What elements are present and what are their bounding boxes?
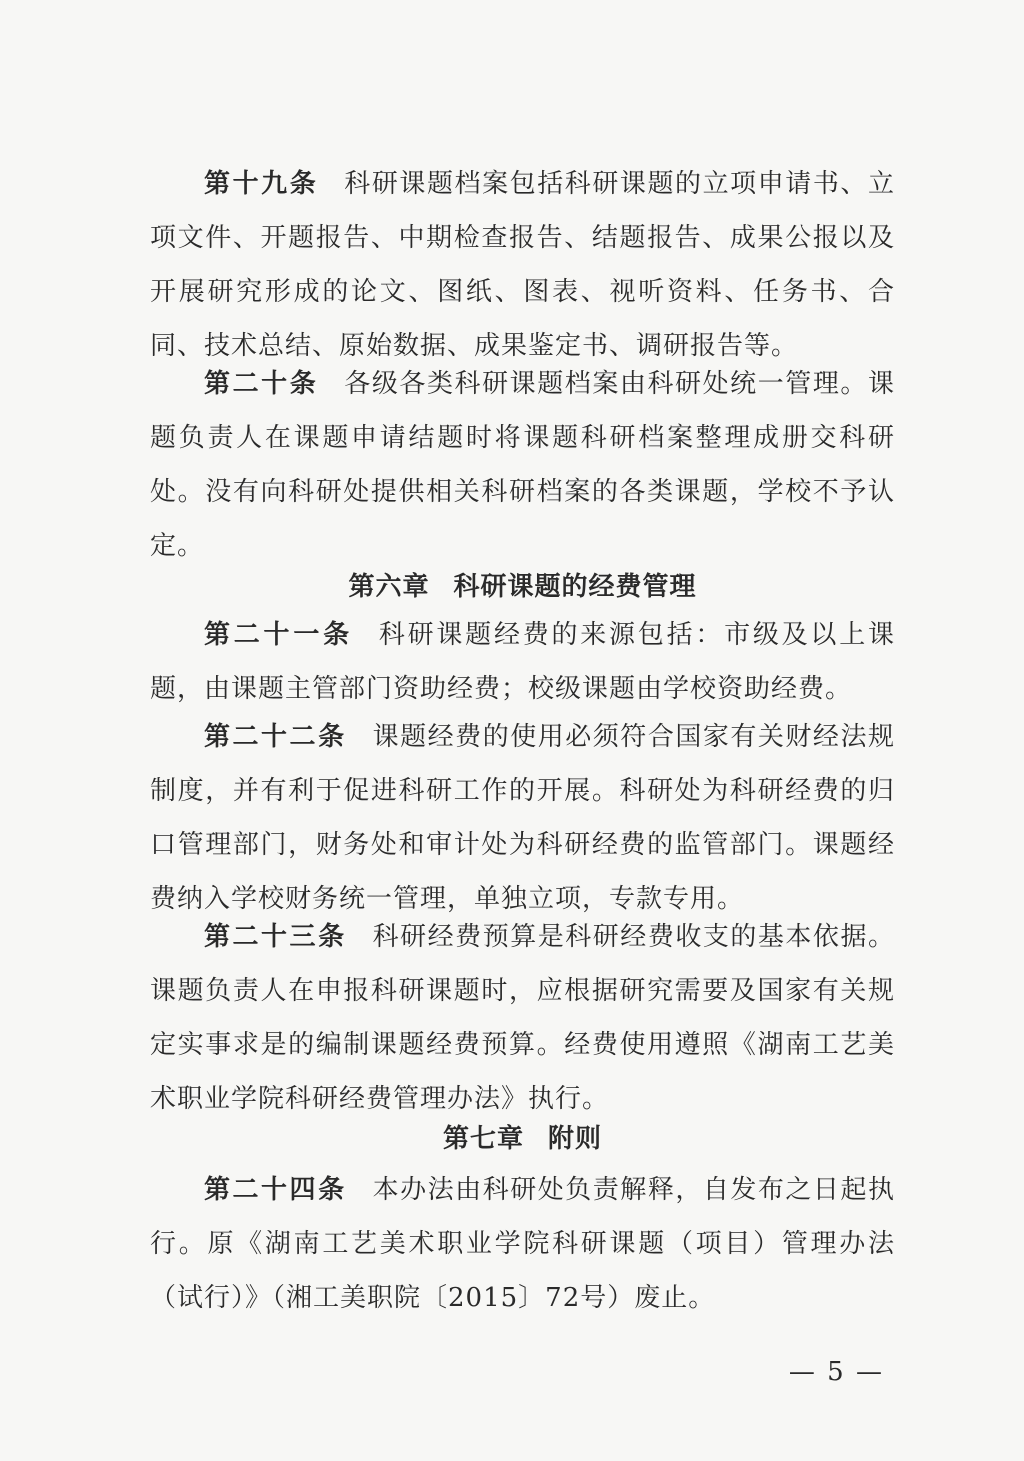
article-21-number: 第二十一条 [204, 620, 353, 650]
article-19-text: 科研课题档案包括科研课题的立项申请书、立项文件、开题报告、中期检查报告、结题报告、成果公报以及开展研究形成的论文、图纸、图表、视听资料、任务书、合同、技术总结、原始数据、成果鉴定书、调研报告等。 [150, 169, 895, 361]
chapter-7-heading [150, 1112, 895, 1166]
article-23-number: 第二十三条 [204, 922, 347, 952]
article-19-number: 第十九条 [204, 169, 319, 199]
article-21 [150, 608, 895, 716]
article-24-number: 第二十四条 [204, 1175, 347, 1205]
chapter-7-title: 附则 [548, 1124, 603, 1154]
article-23-text: 科研经费预算是科研经费收支的基本依据。课题负责人在申报科研课题时，应根据研究需要及国家有关规定实事求是的编制课题经费预算。经费使用遵照《湖南工艺美术职业学院科研经费管理办法》执行。 [150, 922, 895, 1114]
page-number: — 5 — [788, 1357, 884, 1387]
chapter-6-heading [150, 560, 895, 614]
article-22 [150, 710, 895, 926]
article-20-number: 第二十条 [204, 369, 319, 399]
article-20 [150, 357, 895, 573]
article-24-text: 本办法由科研处负责解释，自发布之日起执行。原《湖南工艺美术职业学院科研课题（项目）管理办法（试行）》（湘工美职院〔2015〕72号）废止。 [150, 1175, 895, 1313]
article-24 [150, 1163, 895, 1325]
article-22-text: 课题经费的使用必须符合国家有关财经法规制度，并有利于促进科研工作的开展。科研处为科研经费的归口管理部门，财务处和审计处为科研经费的监管部门。课题经费纳入学校财务统一管理，单独立项，专款专用。 [150, 722, 895, 914]
chapter-6-number: 第六章 [348, 572, 430, 602]
article-20-text: 各级各类科研课题档案由科研处统一管理。课题负责人在课题申请结题时将课题科研档案整理成册交科研处。没有向科研处提供相关科研档案的各类课题，学校不予认定。 [150, 369, 895, 561]
article-23 [150, 910, 895, 1126]
article-19 [150, 157, 895, 373]
article-22-number: 第二十二条 [204, 722, 347, 752]
chapter-7-number: 第七章 [442, 1124, 524, 1154]
article-21-text: 科研课题经费的来源包括：市级及以上课题，由课题主管部门资助经费；校级课题由学校资助经费。 [150, 620, 895, 704]
chapter-6-title: 科研课题的经费管理 [453, 572, 697, 602]
